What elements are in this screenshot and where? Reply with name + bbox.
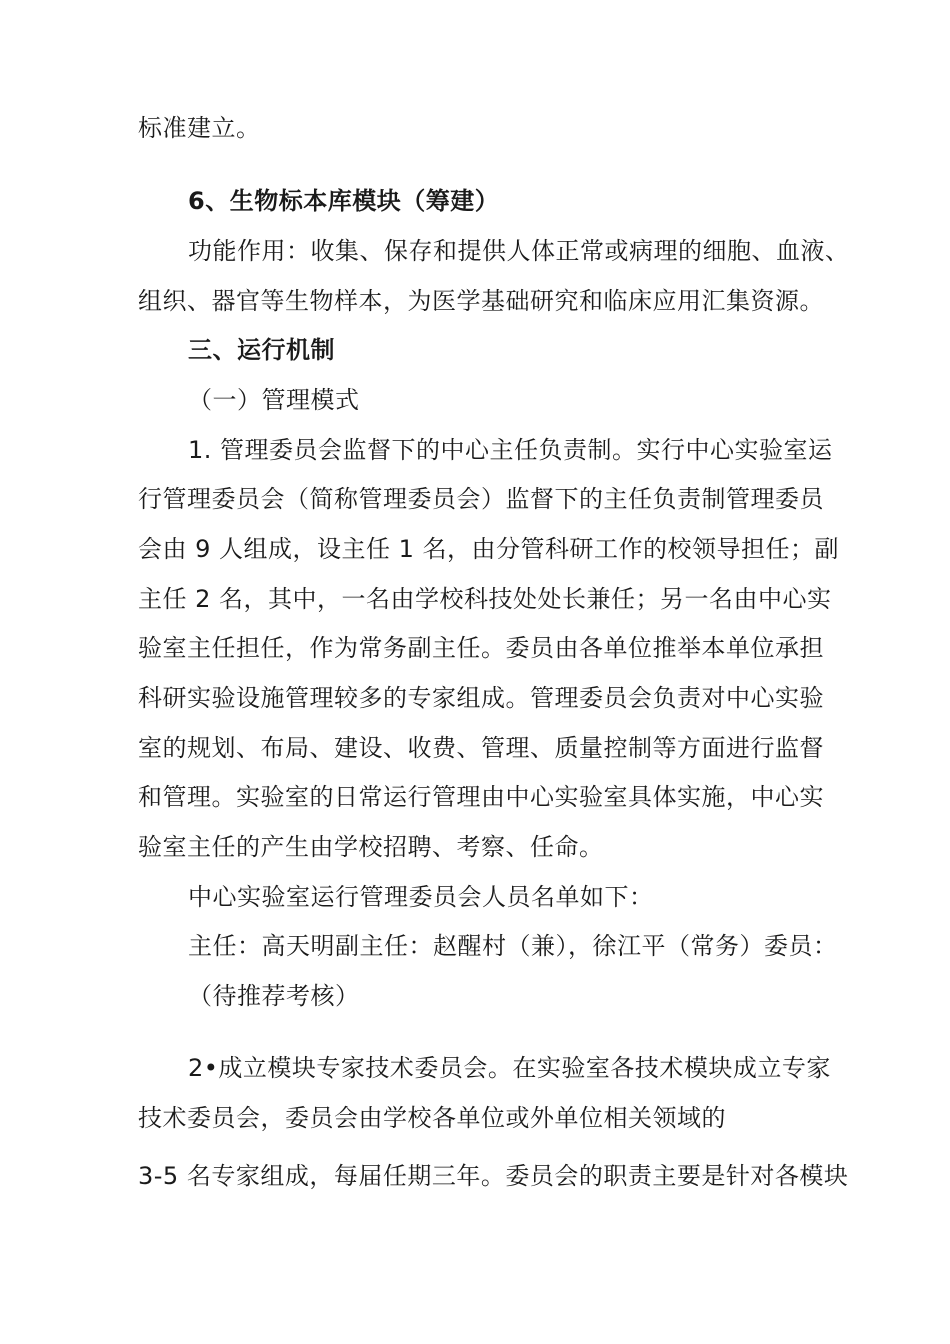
paragraph-line: 室的规划、布局、建设、收费、管理、质量控制等方面进行监督 xyxy=(138,734,824,762)
section-heading: 6、生物标本库模块（筹建） xyxy=(188,187,500,215)
paragraph-line: 科研实验设施管理较多的专家组成。管理委员会负责对中心实验 xyxy=(138,684,824,712)
paragraph-line: 主任 2 名，其中，一名由学校科技处处长兼任；另一名由中心实 xyxy=(138,585,832,613)
paragraph-line: 1. 管理委员会监督下的中心主任负责制。实行中心实验室运 xyxy=(188,436,833,464)
paragraph-line: 3-5 名专家组成，每届任期三年。委员会的职责主要是针对各模块 xyxy=(138,1162,849,1190)
paragraph-line: 标准建立。 xyxy=(138,114,261,142)
paragraph-line: 行管理委员会（简称管理委员会）监督下的主任负责制管理委员 xyxy=(138,485,824,513)
chapter-heading: 三、运行机制 xyxy=(188,336,335,364)
paragraph-line: 和管理。实验室的日常运行管理由中心实验室具体实施，中心实 xyxy=(138,783,824,811)
paragraph-line: 会由 9 人组成，设主任 1 名，由分管科研工作的校领导担任；副 xyxy=(138,535,840,563)
paragraph-line: 验室主任担任，作为常务副主任。委员由各单位推举本单位承担 xyxy=(138,634,824,662)
paragraph-line: 功能作用：收集、保存和提供人体正常或病理的细胞、血液、 xyxy=(188,237,850,265)
paragraph-line: 中心实验室运行管理委员会人员名单如下： xyxy=(188,883,654,911)
paragraph-line: 技术委员会，委员会由学校各单位或外单位相关领域的 xyxy=(138,1104,726,1132)
member-list-line: 主任：高天明副主任：赵醒村（兼），徐江平（常务）委员： xyxy=(188,932,838,960)
subsection-heading: （一）管理模式 xyxy=(188,386,360,414)
paragraph-line: 验室主任的产生由学校招聘、考察、任命。 xyxy=(138,833,604,861)
member-list-line: （待推荐考核） xyxy=(188,982,360,1010)
paragraph-line: 2•成立模块专家技术委员会。在实验室各技术模块成立专家 xyxy=(188,1054,831,1082)
paragraph-line: 组织、器官等生物样本，为医学基础研究和临床应用汇集资源。 xyxy=(138,287,824,315)
